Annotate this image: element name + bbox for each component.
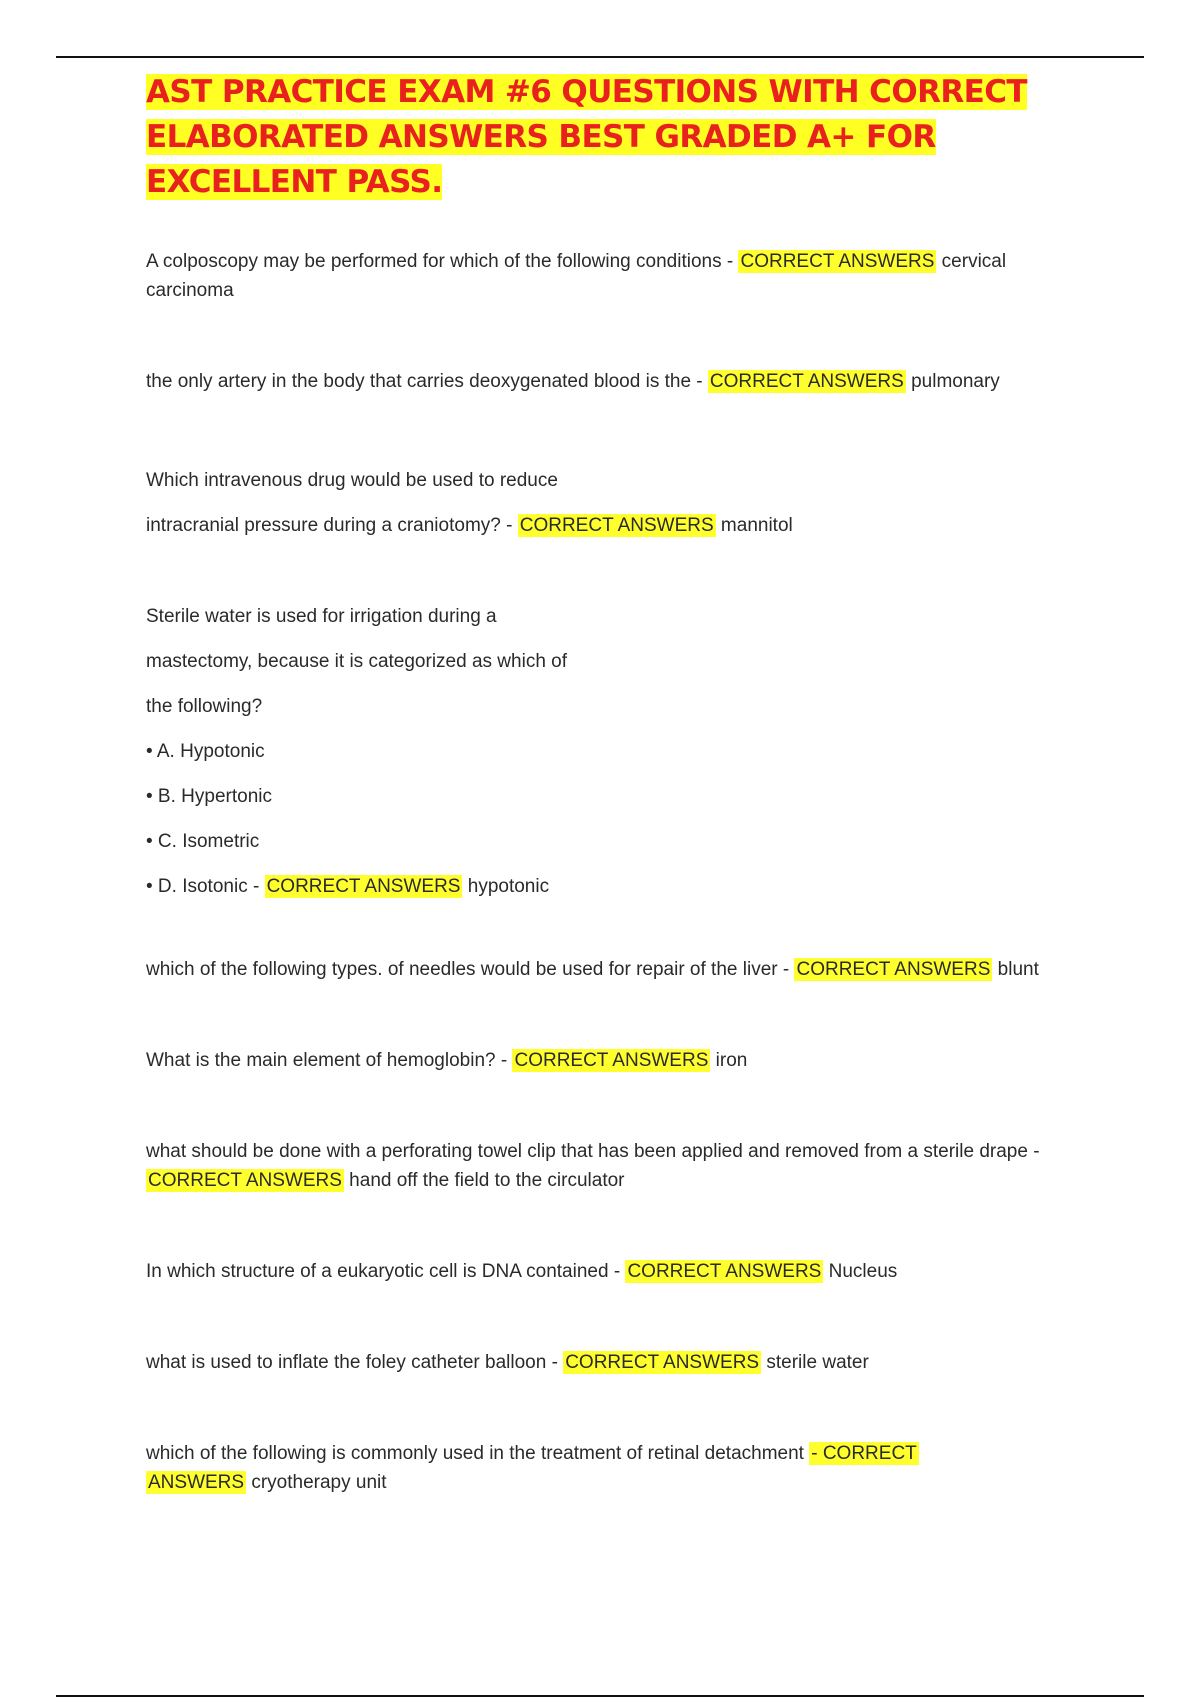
qa-list	[146, 247, 1066, 1497]
correct-answers-marker: CORRECT ANSWERS	[740, 251, 935, 272]
qa-item-9	[146, 1348, 1066, 1377]
question-line: Sterile water is used for irrigation during a	[146, 606, 497, 627]
answer-text: cryotherapy unit	[246, 1472, 387, 1493]
qa-item-6	[146, 1046, 1066, 1075]
correct-answers-marker: CORRECT ANSWERS	[514, 1050, 709, 1071]
bottom-rule	[56, 1695, 1144, 1697]
correct-answers-marker: CORRECT ANSWERS	[266, 876, 461, 897]
question-text: In which structure of a eukaryotic cell is DNA contained -	[146, 1261, 626, 1282]
qa-item-8	[146, 1257, 1066, 1286]
question-text: what should be done with a perforating towel clip that has been applied and removed from a sterile drape -	[146, 1141, 1040, 1162]
question-text: A colposcopy may be performed for which of the following conditions -	[146, 251, 739, 272]
option-d: • D. Isotonic -	[146, 876, 265, 897]
qa-item-7	[146, 1137, 1066, 1195]
correct-answers-marker: CORRECT ANSWERS	[519, 515, 714, 536]
option-b: • B. Hypertonic	[146, 786, 272, 807]
correct-answers-marker: ANSWERS	[148, 1472, 245, 1493]
document-title	[146, 70, 1066, 205]
qa-item-4	[146, 594, 1066, 909]
answer-text: blunt	[992, 959, 1039, 980]
title-highlight: AST PRACTICE EXAM #6 QUESTIONS WITH CORRECT ELABORATED ANSWERS BEST GRADED A+ FOR EXCELLENT PASS.	[146, 74, 1027, 200]
option-c: • C. Isometric	[146, 831, 260, 852]
qa-item-10	[146, 1439, 1066, 1497]
qa-item-3	[146, 458, 1066, 548]
question-text: the only artery in the body that carries deoxygenated blood is the -	[146, 371, 708, 392]
correct-answers-marker: CORRECT ANSWERS	[709, 371, 904, 392]
qa-item-1	[146, 247, 1066, 305]
qa-item-2	[146, 367, 1066, 396]
question-line: intracranial pressure during a craniotomy? -	[146, 515, 518, 536]
top-rule	[56, 56, 1144, 58]
correct-answers-marker: CORRECT ANSWERS	[148, 1170, 342, 1191]
answer-text: Nucleus	[823, 1261, 898, 1282]
question-line: the following?	[146, 696, 263, 717]
answer-text: pulmonary	[905, 371, 1000, 392]
correct-answers-marker: - CORRECT	[811, 1443, 917, 1464]
correct-answers-marker: CORRECT ANSWERS	[565, 1352, 760, 1373]
question-text: which of the following is commonly used in the treatment of retinal detachment	[146, 1443, 810, 1464]
correct-answers-marker: CORRECT ANSWERS	[627, 1261, 822, 1282]
question-line: mastectomy, because it is categorized as which of	[146, 651, 568, 672]
question-line: Which intravenous drug would be used to reduce	[146, 470, 558, 491]
option-a: • A. Hypotonic	[146, 741, 265, 762]
answer-text: iron	[710, 1050, 748, 1071]
answer-text: hypotonic	[462, 876, 550, 897]
answer-text: mannitol	[715, 515, 793, 536]
question-text: what is used to inflate the foley catheter balloon -	[146, 1352, 564, 1373]
document-page	[146, 70, 1066, 1497]
correct-answers-marker: CORRECT ANSWERS	[796, 959, 991, 980]
answer-text: sterile water	[761, 1352, 869, 1373]
answer-text: cervical carcinoma	[146, 251, 1007, 301]
answer-text: hand off the field to the circulator	[343, 1170, 625, 1191]
question-text: What is the main element of hemoglobin? -	[146, 1050, 513, 1071]
question-text: which of the following types. of needles would be used for repair of the liver -	[146, 959, 795, 980]
qa-item-5	[146, 955, 1066, 984]
